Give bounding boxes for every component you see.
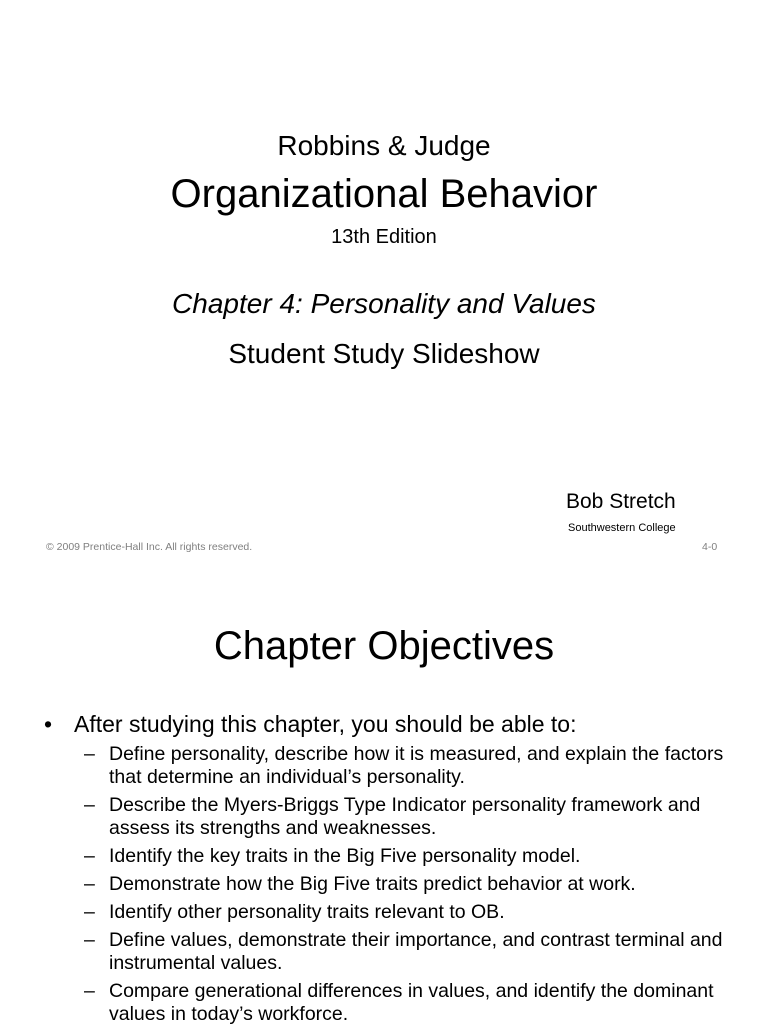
bullet-icon: • [44,711,53,737]
dash-icon: – [84,794,95,816]
dash-icon: – [84,873,95,895]
copyright-notice: © 2009 Prentice-Hall Inc. All rights reserved. [46,541,253,553]
objective-text: Define personality, describe how it is measured, and explain the factors that determine an individual’s personality. [109,743,724,788]
slideshow-subtitle: Student Study Slideshow [228,338,540,369]
objective-item [84,980,734,1024]
objective-text: Identify the key traits in the Big Five personality model. [109,845,581,867]
objectives-intro [44,711,577,738]
objective-text: Demonstrate how the Big Five traits predict behavior at work. [109,873,636,895]
course-title: Organizational Behavior [170,172,598,216]
objective-text: Compare generational differences in values, and identify the dominant values in today’s workforce. [109,980,714,1024]
slide-authors: Robbins & Judge [277,130,491,161]
objective-item [84,845,734,868]
objective-text: Identify other personality traits relevant to OB. [109,901,505,923]
objective-item [84,873,734,896]
chapter-title: Chapter 4: Personality and Values [172,288,596,319]
dash-icon: – [84,845,95,867]
dash-icon: – [84,929,95,951]
intro-text: After studying this chapter, you should be able to: [74,711,577,737]
dash-icon: – [84,743,95,765]
presenter-name: Bob Stretch [566,490,676,513]
dash-icon: – [84,980,95,1002]
slide-number: 4-0 [702,541,718,553]
dash-icon: – [84,901,95,923]
objective-text: Describe the Myers-Briggs Type Indicator personality framework and assess its strengths and weaknesses. [109,794,701,839]
objective-item [84,794,734,840]
edition-label: 13th Edition [331,226,437,248]
objectives-list [84,743,734,1024]
objective-item [84,929,734,975]
objective-item [84,901,734,924]
presenter-school: Southwestern College [568,522,676,534]
objectives-title: Chapter Objectives [213,624,555,668]
objectives-slide [0,566,768,1024]
objective-text: Define values, demonstrate their importance, and contrast terminal and instrumental values. [109,929,723,974]
objective-item [84,743,734,789]
